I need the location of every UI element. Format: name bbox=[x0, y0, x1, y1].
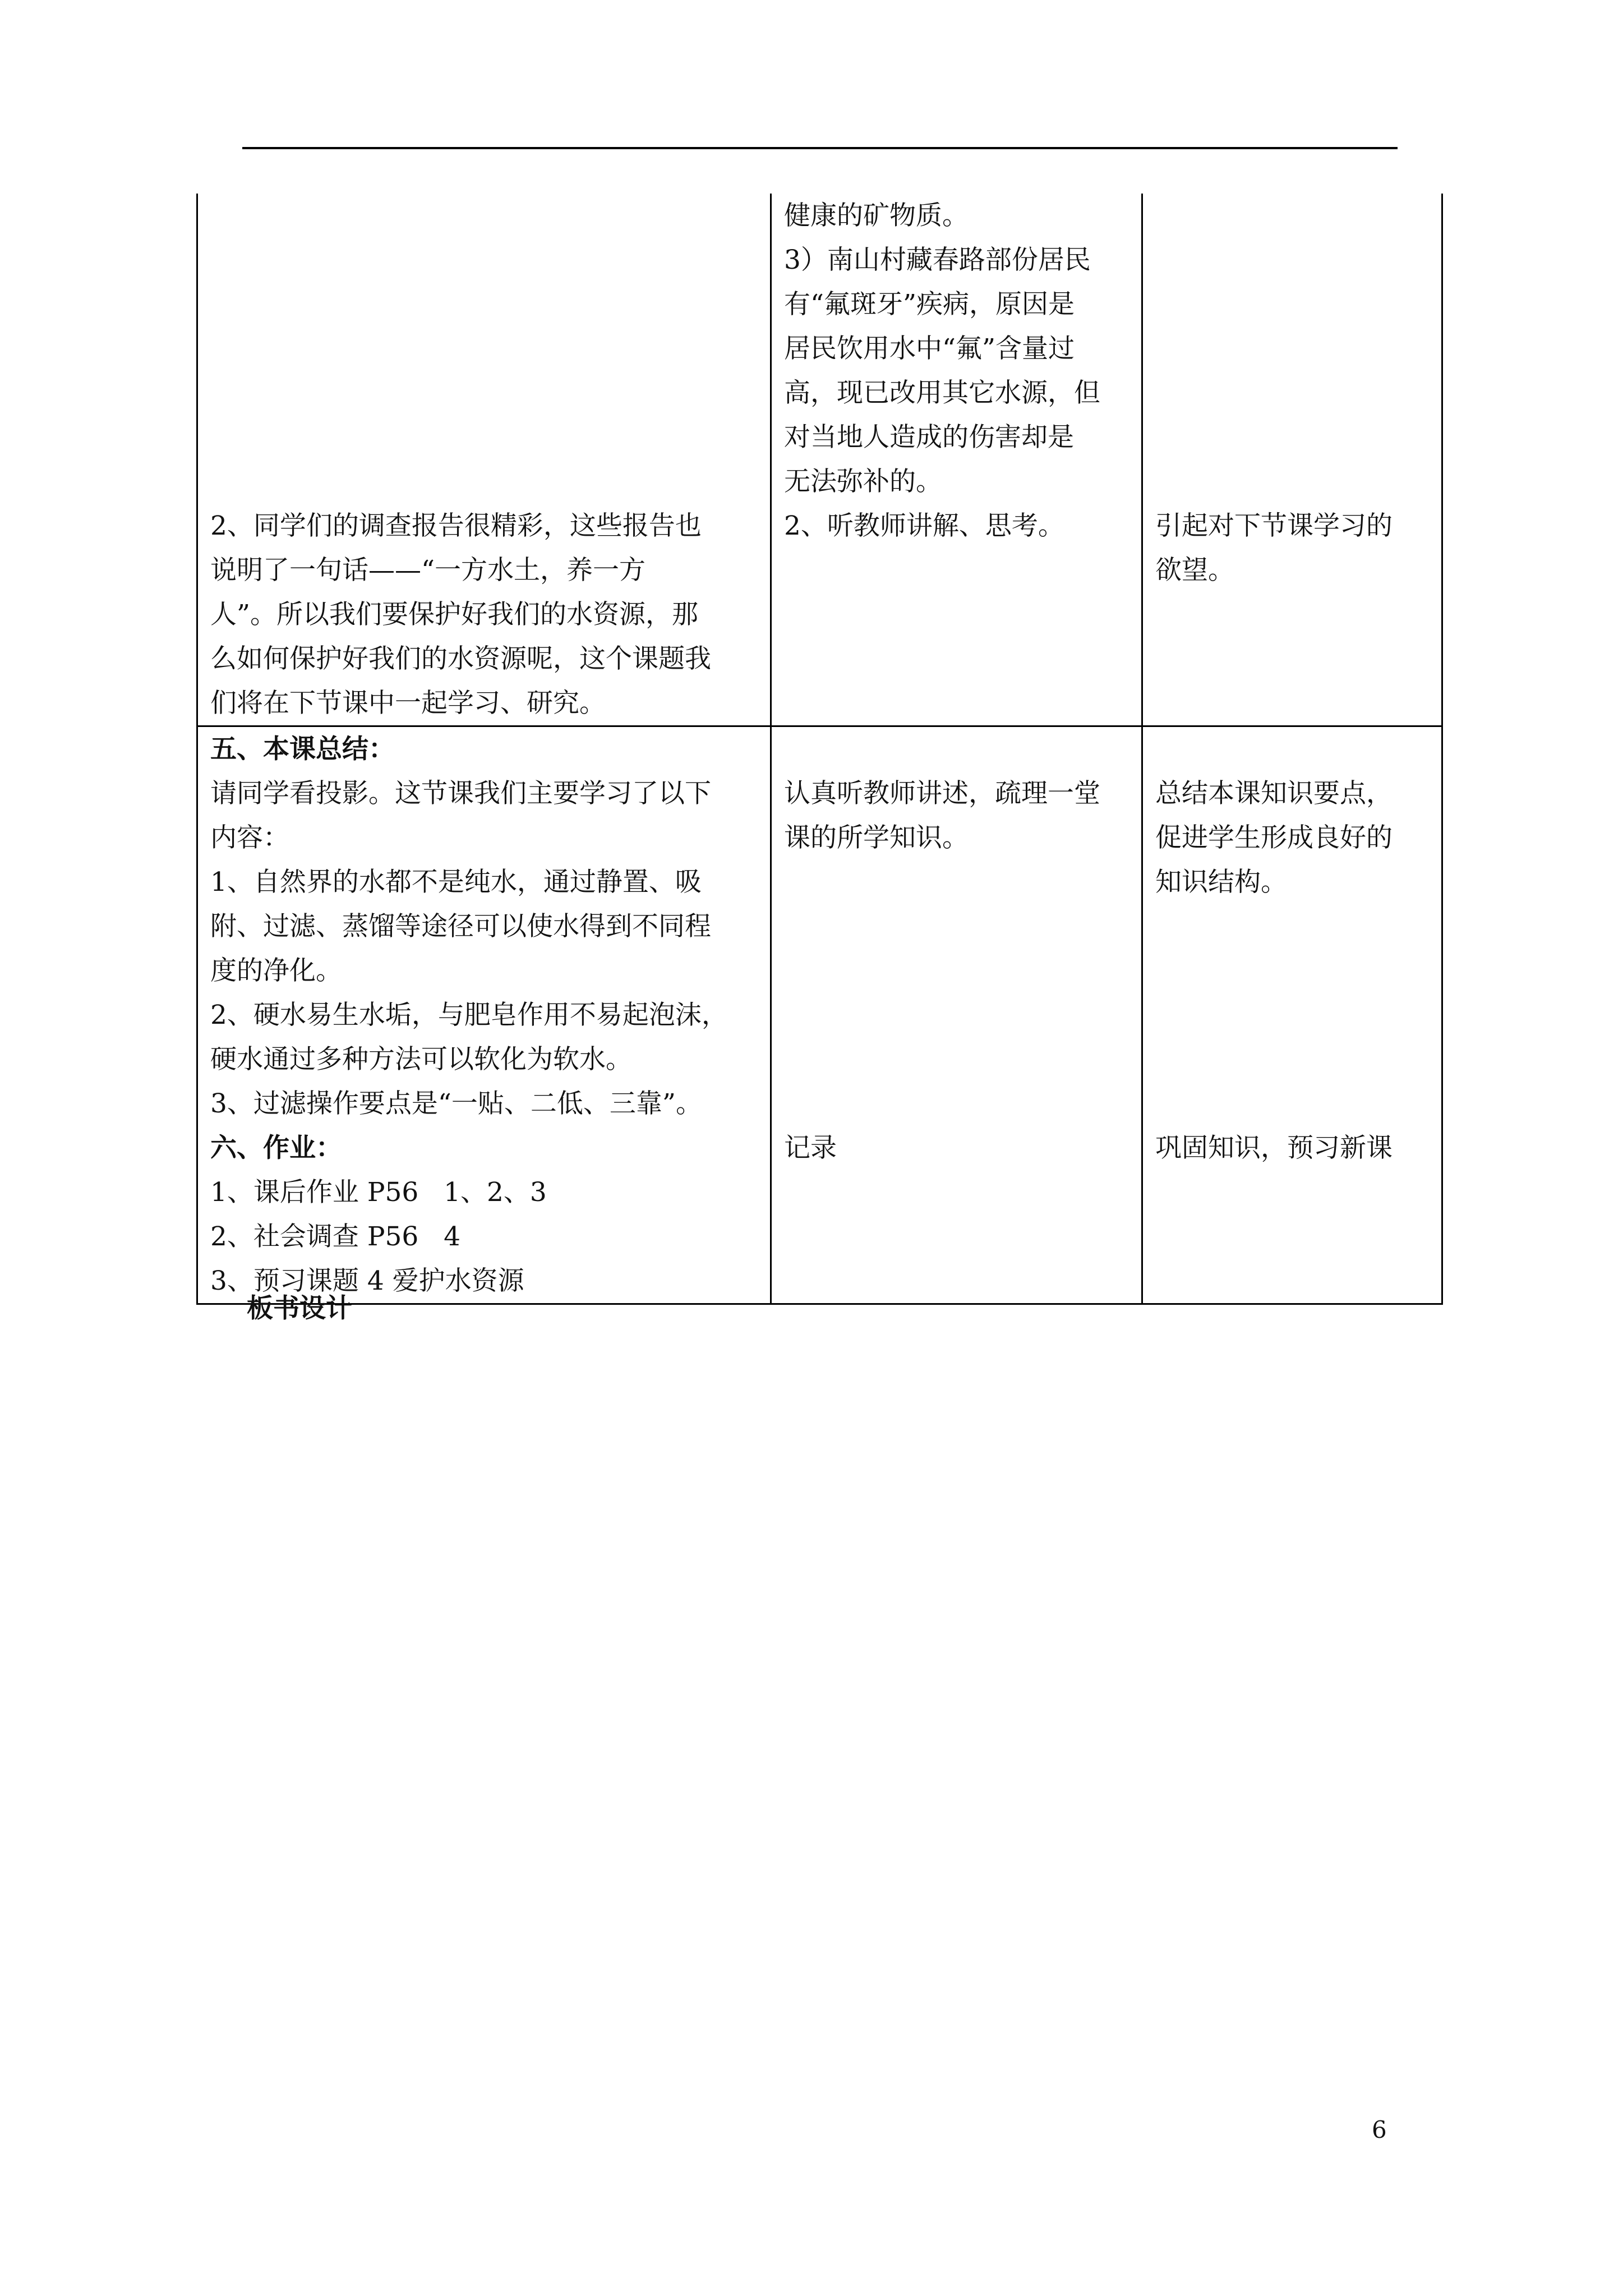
student-activity-cell bbox=[771, 194, 1142, 726]
section-five-title: 五、本课总结： bbox=[210, 734, 395, 765]
intent-text-line: 欲望。 bbox=[1155, 555, 1234, 586]
summary-line: 请同学看投影。这节课我们主要学习了以下 bbox=[210, 778, 711, 809]
student-activity-cell bbox=[771, 726, 1142, 1304]
lesson-plan-table bbox=[196, 194, 1443, 1305]
summary-line: 2、硬水易生水垢，与肥皂作用不易起泡沫， bbox=[210, 1000, 728, 1030]
page-number: 6 bbox=[1372, 2116, 1387, 2143]
student-text-line: 记录 bbox=[784, 1133, 837, 1163]
teacher-text-line: 说明了一句话——“一方水土，养一方 bbox=[210, 555, 646, 586]
header-rule bbox=[242, 147, 1398, 149]
intent-text-line: 促进学生形成良好的 bbox=[1155, 822, 1393, 853]
intent-text-line: 总结本课知识要点， bbox=[1155, 778, 1393, 809]
board-design-title: 板书设计 bbox=[247, 1293, 352, 1324]
teacher-text-line: 人”。所以我们要保护好我们的水资源，那 bbox=[210, 599, 699, 630]
teacher-activity-cell bbox=[197, 726, 771, 1304]
student-text-line: 无法弥补的。 bbox=[784, 466, 942, 497]
intent-text-line: 引起对下节课学习的 bbox=[1155, 510, 1393, 541]
student-text-line: 高，现已改用其它水源，但 bbox=[784, 378, 1100, 408]
teacher-text-line: 么如何保护好我们的水资源呢，这个课题我 bbox=[210, 643, 711, 674]
homework-line: 2、社会调查 P56 4 bbox=[210, 1221, 460, 1252]
design-intent-cell bbox=[1142, 194, 1442, 726]
student-text-line: 课的所学知识。 bbox=[784, 822, 969, 853]
student-text-line: 对当地人造成的伤害却是 bbox=[784, 422, 1074, 453]
student-text-line: 3）南山村藏春路部份居民 bbox=[784, 245, 1091, 275]
teacher-text-line: 们将在下节课中一起学习、研究。 bbox=[210, 688, 606, 719]
intent-text-line: 巩固知识，预习新课 bbox=[1155, 1133, 1393, 1163]
design-intent-cell bbox=[1142, 726, 1442, 1304]
summary-line: 内容： bbox=[210, 822, 289, 853]
table-row bbox=[197, 726, 1442, 1304]
summary-line: 附、过滤、蒸馏等途径可以使水得到不同程 bbox=[210, 911, 711, 942]
summary-line: 1、自然界的水都不是纯水，通过静置、吸 bbox=[210, 867, 702, 898]
summary-line: 硬水通过多种方法可以软化为软水。 bbox=[210, 1044, 632, 1075]
table-row bbox=[197, 194, 1442, 726]
homework-line: 1、课后作业 P56 1、2、3 bbox=[210, 1177, 547, 1208]
student-text-line: 认真听教师讲述，疏理一堂 bbox=[784, 778, 1100, 809]
section-six-title: 六、作业： bbox=[210, 1133, 342, 1163]
student-text-line: 2、听教师讲解、思考。 bbox=[784, 510, 1064, 541]
summary-line: 3、过滤操作要点是“一贴、二低、三靠”。 bbox=[210, 1088, 702, 1119]
student-text-line: 居民饮用水中“氟”含量过 bbox=[784, 333, 1075, 364]
summary-line: 度的净化。 bbox=[210, 955, 342, 986]
teacher-text-line: 2、同学们的调查报告很精彩，这些报告也 bbox=[210, 510, 702, 541]
teacher-activity-cell bbox=[197, 194, 771, 726]
student-text-line: 有“氟斑牙”疾病，原因是 bbox=[784, 289, 1075, 320]
homework-line: 3、预习课题 4 爱护水资源 bbox=[210, 1266, 524, 1296]
student-text-line: 健康的矿物质。 bbox=[784, 200, 969, 231]
intent-text-line: 知识结构。 bbox=[1155, 867, 1287, 898]
